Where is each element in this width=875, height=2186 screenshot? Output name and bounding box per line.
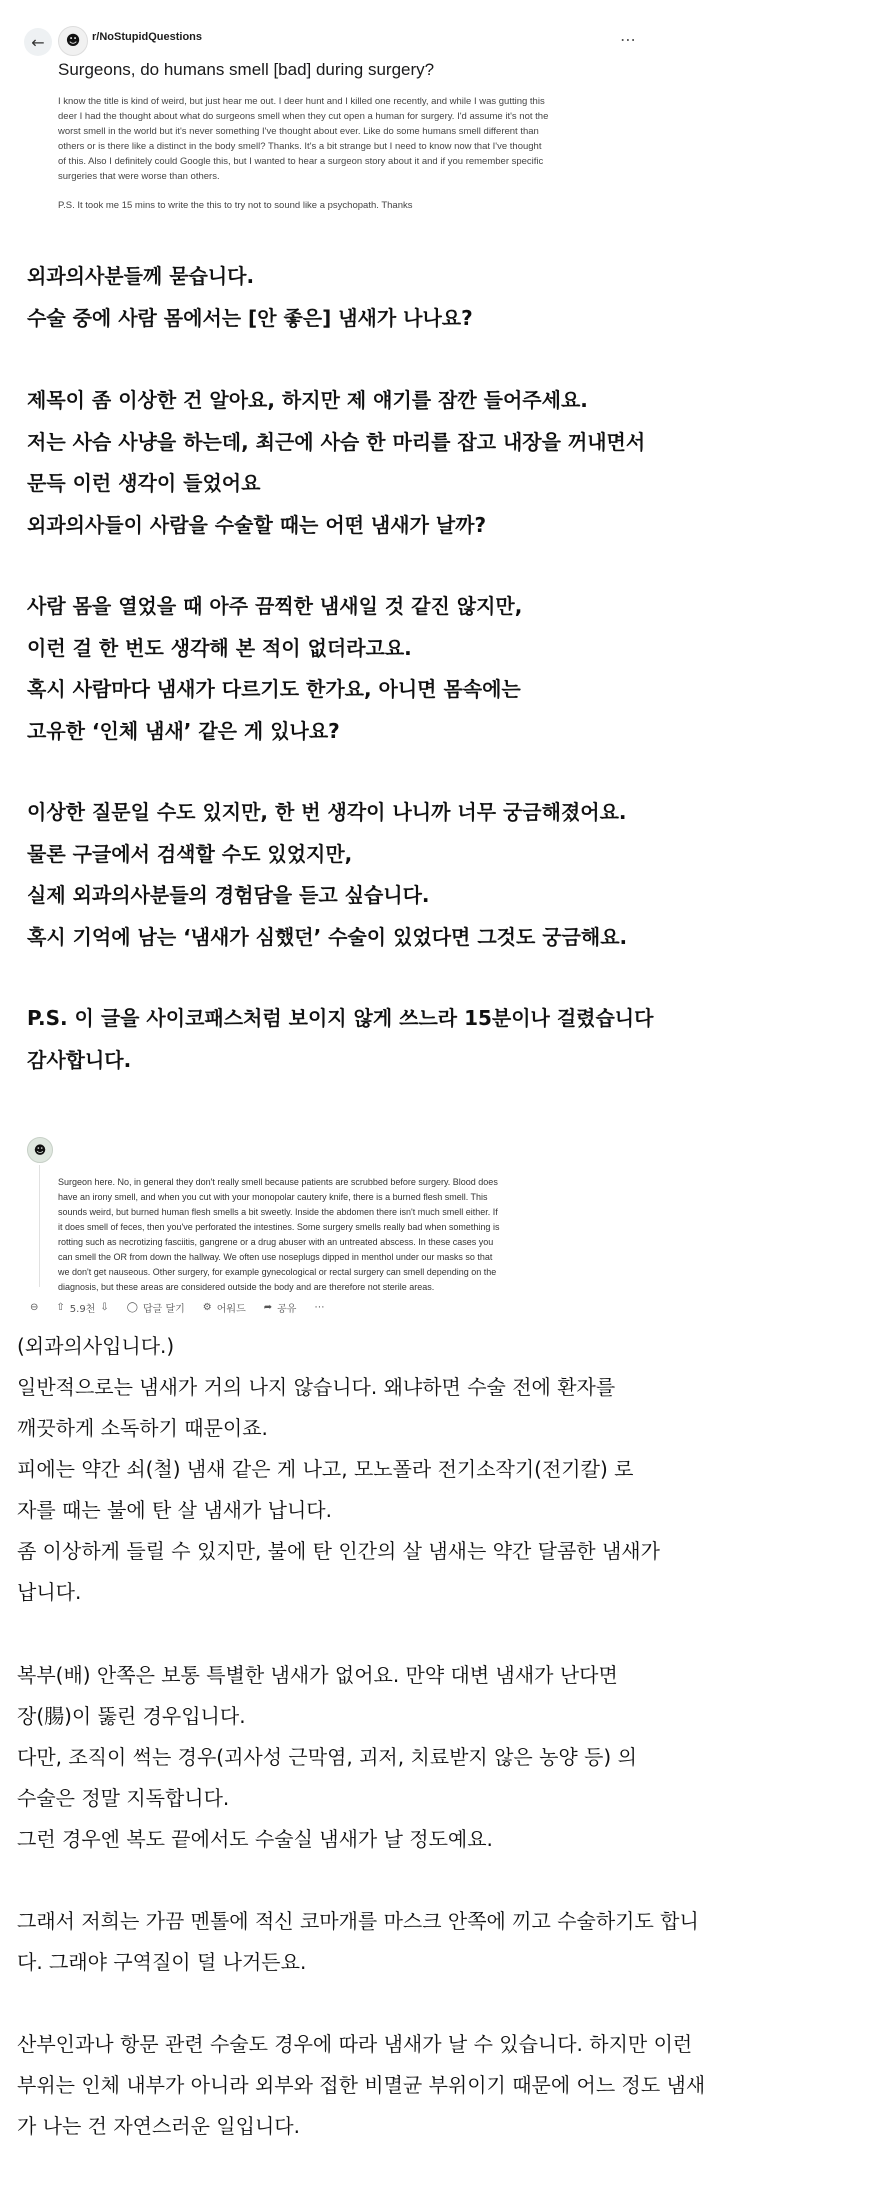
back-arrow-icon[interactable]: ← xyxy=(24,28,52,56)
more-options-icon[interactable]: ⋯ xyxy=(620,30,637,49)
translation-line: 가 나는 건 자연스러운 일입니다. xyxy=(17,2114,300,2138)
reply-button[interactable] xyxy=(127,1300,185,1315)
upvote-icon[interactable]: ⇧ xyxy=(56,1301,65,1313)
translation-line: 산부인과나 항문 관련 수술도 경우에 따라 냄새가 날 수 있습니다. 하지만 이런 xyxy=(17,2032,693,2056)
collapse-button[interactable] xyxy=(30,1302,38,1313)
comment-action-bar xyxy=(30,1299,324,1315)
vote-button-group[interactable] xyxy=(56,1300,108,1315)
translation-line: 장(腸)이 뚫린 경우입니다. xyxy=(17,1704,246,1728)
translation-line: 다. 그래야 구역질이 덜 나거든요. xyxy=(17,1950,307,1974)
translation-line: 좀 이상하게 들릴 수 있지만, 불에 탄 인간의 살 냄새는 약간 달콤한 냄새가 xyxy=(17,1539,660,1563)
translation-line: 물론 구글에서 검색할 수도 있었지만, xyxy=(27,842,353,866)
translation-line: 사람 몸을 열었을 때 아주 끔찍한 냄새일 것 같진 않지만, xyxy=(27,594,523,618)
comment-body-line: can smell the OR from down the hallway. We often use noseplugs dipped in menthol under our masks so that xyxy=(58,1252,493,1262)
subreddit-avatar[interactable]: ☻ xyxy=(58,26,88,56)
translation-line: 외과의사분들께 묻습니다. xyxy=(27,264,255,288)
share-button[interactable] xyxy=(264,1300,297,1315)
translation-line: 제목이 좀 이상한 건 알아요, 하지만 제 얘기를 잠깐 들어주세요. xyxy=(27,388,588,412)
collapse-icon: ⊖ xyxy=(30,1301,39,1313)
reddit-comment-card xyxy=(0,1125,875,1315)
reply-icon: ◯ xyxy=(126,1301,138,1313)
translation-line: 혹시 기억에 남는 ‘냄새가 심했던’ 수술이 있었다면 그것도 궁금해요. xyxy=(27,925,628,949)
post-body-line: deer I had the thought about what do surgeons smell when they cut open a human for surgery. I'd assume it's not the xyxy=(58,111,549,122)
post-body-line: others or is there like a distinct in the body smell? Thanks. It's a bit strange but I need to know now that I've thought xyxy=(58,141,542,152)
subreddit-name[interactable]: r/NoStupidQuestions xyxy=(92,31,202,43)
translation-line: 수술 중에 사람 몸에서는 [안 좋은] 냄새가 나나요? xyxy=(27,306,473,330)
downvote-icon[interactable]: ⇩ xyxy=(100,1301,109,1313)
share-label: 공유 xyxy=(277,1303,297,1315)
reddit-post-card xyxy=(0,0,875,225)
translation-line: 이런 걸 한 번도 생각해 본 적이 없더라고요. xyxy=(27,636,412,660)
post-body xyxy=(58,94,648,184)
award-button[interactable] xyxy=(203,1300,246,1315)
translation-line: (외과의사입니다.) xyxy=(17,1334,175,1358)
post-ps: P.S. It took me 15 mins to write the this to try not to sound like a psychopath. Thanks xyxy=(58,200,413,211)
comment-body-line: Surgeon here. No, in general they don't really smell because patients are scrubbed before surgery. Blood does xyxy=(58,1177,498,1187)
commenter-avatar[interactable]: ☻ xyxy=(27,1137,53,1163)
translation-line: 고유한 ‘인체 냄새’ 같은 게 있나요? xyxy=(27,719,340,743)
translation-line: 깨끗하게 소독하기 때문이죠. xyxy=(17,1416,268,1440)
post-body-line: of this. Also I definitely could Google this, but I wanted to hear a surgeon story about it and if you remember specific xyxy=(58,156,544,167)
translation-line: 그런 경우엔 복도 끝에서도 수술실 냄새가 날 정도예요. xyxy=(17,1827,493,1851)
comment-body-line: we don't get nauseous. Other surgery, for example gynecological or rectal surgery can smell depending on the xyxy=(58,1267,497,1277)
translation-line: 부위는 인체 내부가 아니라 외부와 접한 비멸균 부위이기 때문에 어느 정도 냄새 xyxy=(17,2073,706,2097)
post-body-line: I know the title is kind of weird, but just hear me out. I deer hunt and I killed one recently, and while I was gutting this xyxy=(58,96,545,107)
translation-line: 이상한 질문일 수도 있지만, 한 번 생각이 나니까 너무 궁금해졌어요. xyxy=(27,800,627,824)
more-options-icon: ⋯ xyxy=(314,1301,325,1313)
comment-body xyxy=(58,1175,643,1295)
post-body-line: surgeries that were worse than others. xyxy=(58,171,220,182)
more-options-button[interactable] xyxy=(314,1302,324,1313)
translation-line: 문득 이런 생각이 들었어요 xyxy=(27,471,261,495)
vote-count: 5.9천 xyxy=(69,1303,96,1315)
share-icon: ➦ xyxy=(263,1301,273,1313)
translation-line: 일반적으로는 냄새가 거의 나지 않습니다. 왜냐하면 수술 전에 환자를 xyxy=(17,1375,616,1399)
comment-body-line: have an irony smell, and when you cut with your monopolar cautery knife, there is a burned flesh smell. This xyxy=(58,1192,488,1202)
translation-line: 그래서 저희는 가끔 멘톨에 적신 코마개를 마스크 안쪽에 끼고 수술하기도 합니 xyxy=(17,1909,699,1933)
reply-label: 답글 달기 xyxy=(142,1303,185,1315)
translation-line: 감사합니다. xyxy=(27,1048,132,1072)
thread-line[interactable] xyxy=(39,1165,40,1287)
translation-line: 실제 외과의사분들의 경험담을 듣고 싶습니다. xyxy=(27,883,430,907)
comment-body-line: diagnosis, but these areas are considered outside the body and are therefore not sterile areas. xyxy=(58,1282,435,1292)
translation-line: 수술은 정말 지독합니다. xyxy=(17,1786,230,1810)
award-label: 어워드 xyxy=(216,1303,246,1315)
award-icon: ⚙ xyxy=(202,1301,212,1313)
translation-line: 납니다. xyxy=(17,1580,82,1604)
translation-line: 피에는 약간 쇠(철) 냄새 같은 게 나고, 모노폴라 전기소작기(전기칼) 로 xyxy=(17,1457,634,1481)
translation-line: 다만, 조직이 썩는 경우(괴사성 근막염, 괴저, 치료받지 않은 농양 등) 의 xyxy=(17,1745,637,1769)
comment-body-line: sounds weird, but burned human flesh smells a bit sweetly. Inside the abdomen there isn't much smell either. If xyxy=(58,1207,498,1217)
translation-line: 혹시 사람마다 냄새가 다르기도 한가요, 아니면 몸속에는 xyxy=(27,677,521,701)
translation-line: 저는 사슴 사냥을 하는데, 최근에 사슴 한 마리를 잡고 내장을 꺼내면서 xyxy=(27,430,646,454)
post-title: Surgeons, do humans smell [bad] during surgery? xyxy=(58,60,435,79)
comment-body-line: rotting such as necrotizing fasciitis, gangrene or a drug abuser with an untreated abscess. In these cases you xyxy=(58,1237,494,1247)
translation-line: P.S. 이 글을 사이코패스처럼 보이지 않게 쓰느라 15분이나 걸렸습니다 xyxy=(27,1006,654,1030)
translation-line: 자를 때는 불에 탄 살 냄새가 납니다. xyxy=(17,1498,332,1522)
translation-line: 외과의사들이 사람을 수술할 때는 어떤 냄새가 날까? xyxy=(27,513,487,537)
post-body-line: worst smell in the world but it's never something I've thought about ever. Like do some humans smell different than xyxy=(58,126,539,137)
comment-body-line: it does smell of feces, then you've perforated the intestines. Some surgery smells really bad when something is xyxy=(58,1222,500,1232)
translation-line: 복부(배) 안쪽은 보통 특별한 냄새가 없어요. 만약 대변 냄새가 난다면 xyxy=(17,1663,618,1687)
